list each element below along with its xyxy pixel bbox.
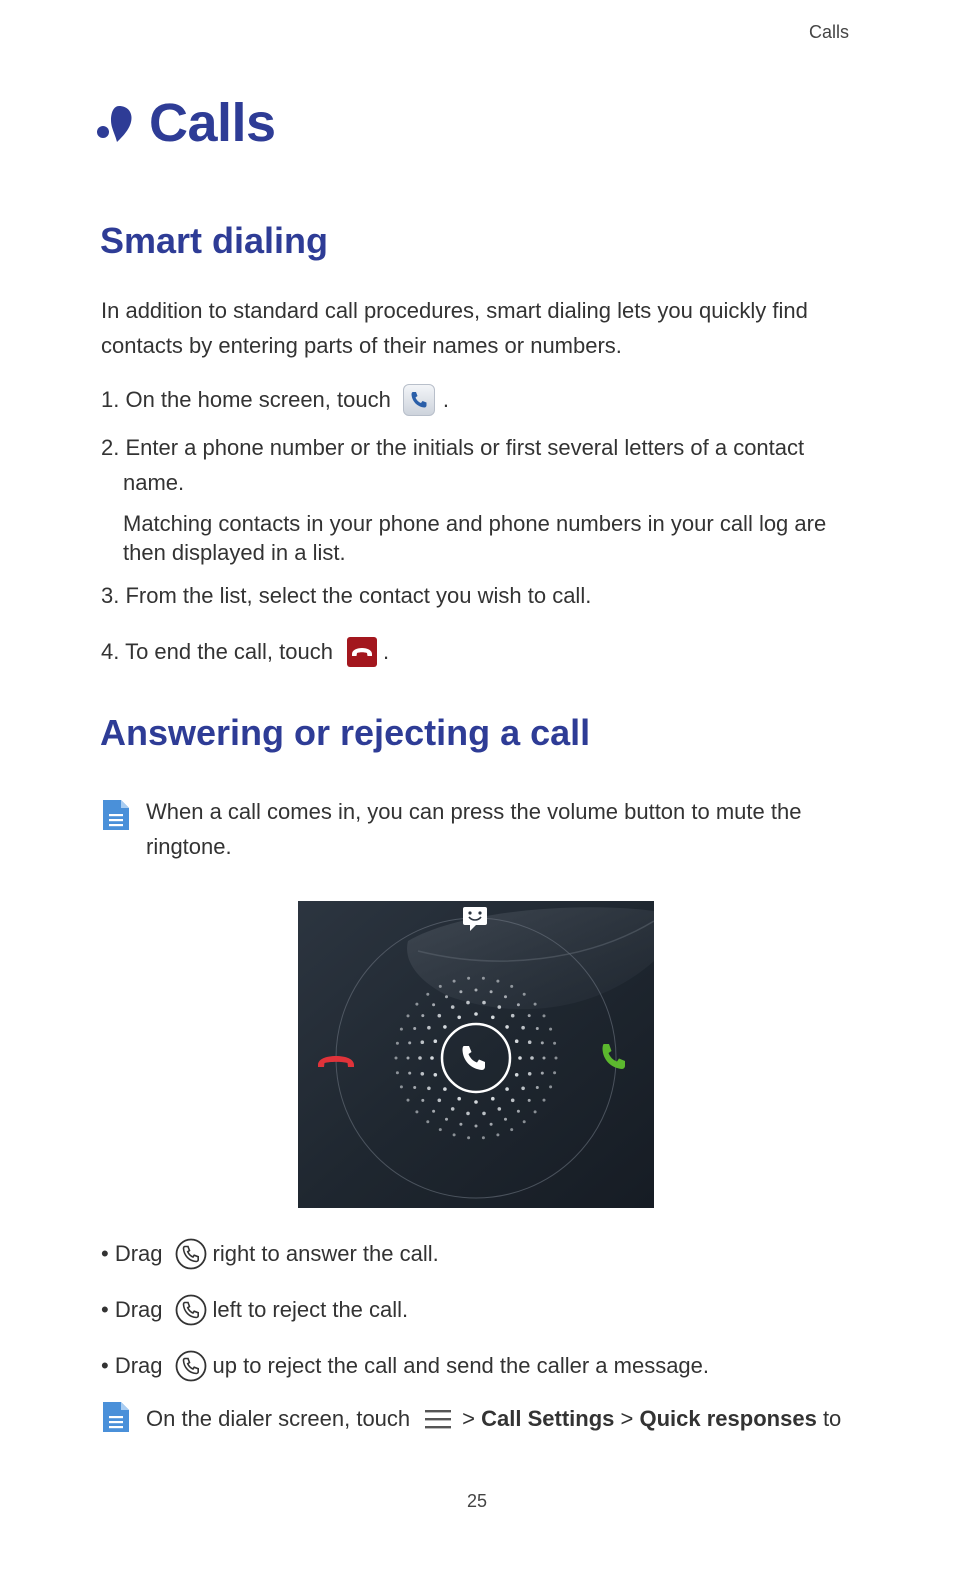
call-handle-icon: [175, 1350, 207, 1382]
ripple-dot: [400, 1085, 403, 1088]
section-heading-answering: Answering or rejecting a call: [100, 712, 591, 753]
step-4-text: 4. To end the call, touch: [101, 639, 333, 664]
ripple-dot: [518, 1056, 522, 1060]
ripple-dot: [482, 1136, 485, 1139]
bullet-prefix: • Drag: [101, 1297, 163, 1322]
step-3: 3. From the list, select the contact you wish to call.: [101, 583, 592, 608]
ripple-dot: [510, 985, 513, 988]
call-handle-icon: [175, 1238, 207, 1270]
ripple-dot: [528, 1014, 531, 1017]
step-2-line-2: name.: [123, 470, 185, 495]
ripple-dot: [498, 1107, 502, 1111]
bullet-message: [101, 1348, 709, 1384]
step-4: [101, 634, 389, 669]
ripple-dot: [453, 980, 456, 983]
ripple-dot: [466, 1112, 470, 1116]
ripple-dot: [549, 1085, 552, 1088]
ripple-dot: [505, 1087, 509, 1091]
running-header: Calls: [808, 22, 849, 42]
ripple-dot: [413, 1027, 416, 1030]
ripple-dot: [523, 993, 526, 996]
ripple-dot: [427, 1026, 431, 1030]
ripple-dot: [482, 1112, 486, 1116]
note-mute-ringtone: When a call comes in, you can press the volume button to mute the ringtone.: [146, 799, 802, 859]
incoming-call-screenshot: [298, 901, 654, 1208]
ripple-dot: [541, 1072, 544, 1075]
end-call-icon: [347, 637, 377, 667]
call-handle-icon: [175, 1294, 207, 1326]
ripple-dot: [438, 1099, 442, 1103]
separator-1: >: [462, 1406, 476, 1431]
ripple-dot: [475, 989, 478, 992]
ripple-dot: [432, 1110, 435, 1113]
ripple-dot: [426, 993, 429, 996]
page-number: 25: [466, 1491, 488, 1511]
ripple-dot: [504, 1118, 507, 1121]
ripple-dot: [553, 1071, 556, 1074]
note-icon: [101, 1400, 131, 1434]
bullet-text: right to answer the call.: [212, 1241, 439, 1266]
ripple-dot: [413, 1086, 416, 1089]
ripple-dot: [528, 1099, 531, 1102]
step-1-end: .: [442, 387, 449, 412]
ripple-dot: [543, 1014, 546, 1017]
ripple-dot: [517, 1003, 520, 1006]
phone-app-icon: [403, 384, 435, 416]
ripple-dot: [521, 1026, 525, 1030]
ripple-dot: [451, 1005, 455, 1009]
ripple-dot: [467, 977, 470, 980]
step-1-text: 1. On the home screen, touch: [101, 387, 391, 412]
ripple-dot: [459, 990, 462, 993]
ripple-dot: [505, 1025, 509, 1029]
ripple-dot: [511, 1099, 515, 1103]
ripple-dot: [421, 1099, 424, 1102]
ripple-dot: [482, 977, 485, 980]
ripple-dot: [396, 1042, 399, 1045]
ripple-dot: [498, 1005, 502, 1009]
bullet-text: up to reject the call and send the caller a message.: [212, 1353, 710, 1378]
ripple-dot: [418, 1056, 422, 1060]
ripple-dot: [515, 1039, 519, 1043]
ripple-dot: [408, 1072, 411, 1075]
ripple-dot: [427, 1087, 431, 1091]
step-4-end: .: [382, 639, 390, 664]
note-quick-responses: [146, 1406, 841, 1432]
ripple-dot: [511, 1014, 515, 1018]
ripple-dot: [443, 1087, 447, 1091]
chapter-heading: [95, 92, 276, 154]
intro-paragraph: In addition to standard call procedures, smart dialing lets you quickly find contacts by entering parts of their names or numbers.: [101, 298, 808, 358]
ripple-dot: [504, 995, 507, 998]
ripple-dot: [517, 1110, 520, 1113]
section-heading-smart-dialing: Smart dialing: [100, 220, 329, 261]
call-settings-label: Call Settings: [481, 1406, 615, 1431]
ripple-dot: [467, 1136, 470, 1139]
ripple-dot: [528, 1072, 532, 1076]
ripple-dot: [541, 1041, 544, 1044]
chapter-title: Calls: [149, 93, 276, 153]
ripple-dot: [543, 1057, 546, 1060]
menu-icon: [424, 1407, 452, 1431]
ripple-dot: [536, 1086, 539, 1089]
ripple-dot: [474, 1100, 478, 1104]
ripple-dot: [445, 1118, 448, 1121]
ripple-dot: [523, 1120, 526, 1123]
bullet-prefix: • Drag: [101, 1353, 163, 1378]
bullet-text: left to reject the call.: [212, 1297, 409, 1322]
ripple-dot: [434, 1039, 438, 1043]
ripple-dot: [457, 1016, 461, 1020]
step-2-line-1: 2. Enter a phone number or the initials or first several letters of a contact: [101, 435, 805, 460]
ripple-dot: [407, 1057, 410, 1060]
step-1: [101, 382, 449, 417]
ripple-dot: [491, 1097, 495, 1101]
ripple-dot: [421, 1040, 425, 1044]
ripple-dot: [438, 1014, 442, 1018]
ripple-dot: [553, 1042, 556, 1045]
ripple-dot: [457, 1097, 461, 1101]
ripple-dot: [451, 1107, 455, 1111]
ripple-dot: [407, 1099, 410, 1102]
ripple-dot: [439, 1128, 442, 1131]
ripple-dot: [521, 1087, 525, 1091]
ripple-dot: [445, 995, 448, 998]
note2-text-after: to: [822, 1406, 842, 1431]
ripple-dot: [466, 1001, 470, 1005]
note2-text-before: On the dialer screen, touch: [146, 1406, 411, 1431]
ripple-dot: [528, 1040, 532, 1044]
ripple-dot: [407, 1014, 410, 1017]
ripple-dot: [491, 1016, 495, 1020]
ripple-dot: [408, 1041, 411, 1044]
step-2: [101, 430, 841, 500]
ripple-dot: [510, 1128, 513, 1131]
ripple-dot: [534, 1003, 537, 1006]
ripple-dot: [534, 1110, 537, 1113]
phone-handset-icon: [95, 102, 137, 144]
ripple-dot: [400, 1028, 403, 1031]
ripple-dot: [415, 1003, 418, 1006]
ripple-dot: [426, 1120, 429, 1123]
ripple-dot: [515, 1073, 519, 1077]
quick-responses-label: Quick responses: [639, 1406, 817, 1431]
ripple-dot: [459, 1123, 462, 1126]
separator-2: >: [620, 1406, 634, 1431]
ripple-dot: [395, 1057, 398, 1060]
ripple-dot: [439, 985, 442, 988]
step-2-detail: Matching contacts in your phone and phone numbers in your call log are then displayed in a list.: [123, 511, 827, 565]
ripple-dot: [421, 1072, 425, 1076]
ripple-dot: [543, 1099, 546, 1102]
ripple-dot: [432, 1003, 435, 1006]
ripple-dot: [490, 990, 493, 993]
ripple-dot: [530, 1056, 534, 1060]
ripple-dot: [496, 980, 499, 983]
bullet-reject: [101, 1292, 408, 1328]
ripple-dot: [555, 1057, 558, 1060]
ripple-dot: [475, 1125, 478, 1128]
ripple-dot: [482, 1001, 486, 1005]
ripple-dot: [396, 1071, 399, 1074]
bullet-prefix: • Drag: [101, 1241, 163, 1266]
note-icon: [101, 798, 131, 832]
ripple-dot: [536, 1027, 539, 1030]
ripple-dot: [474, 1012, 478, 1016]
ripple-dot: [496, 1133, 499, 1136]
ripple-dot: [453, 1133, 456, 1136]
ripple-dot: [490, 1123, 493, 1126]
ripple-dot: [421, 1014, 424, 1017]
ripple-dot: [549, 1028, 552, 1031]
ripple-dot: [430, 1056, 434, 1060]
ripple-dot: [434, 1073, 438, 1077]
bullet-answer: [101, 1236, 439, 1272]
ripple-dot: [443, 1025, 447, 1029]
ripple-dot: [415, 1110, 418, 1113]
